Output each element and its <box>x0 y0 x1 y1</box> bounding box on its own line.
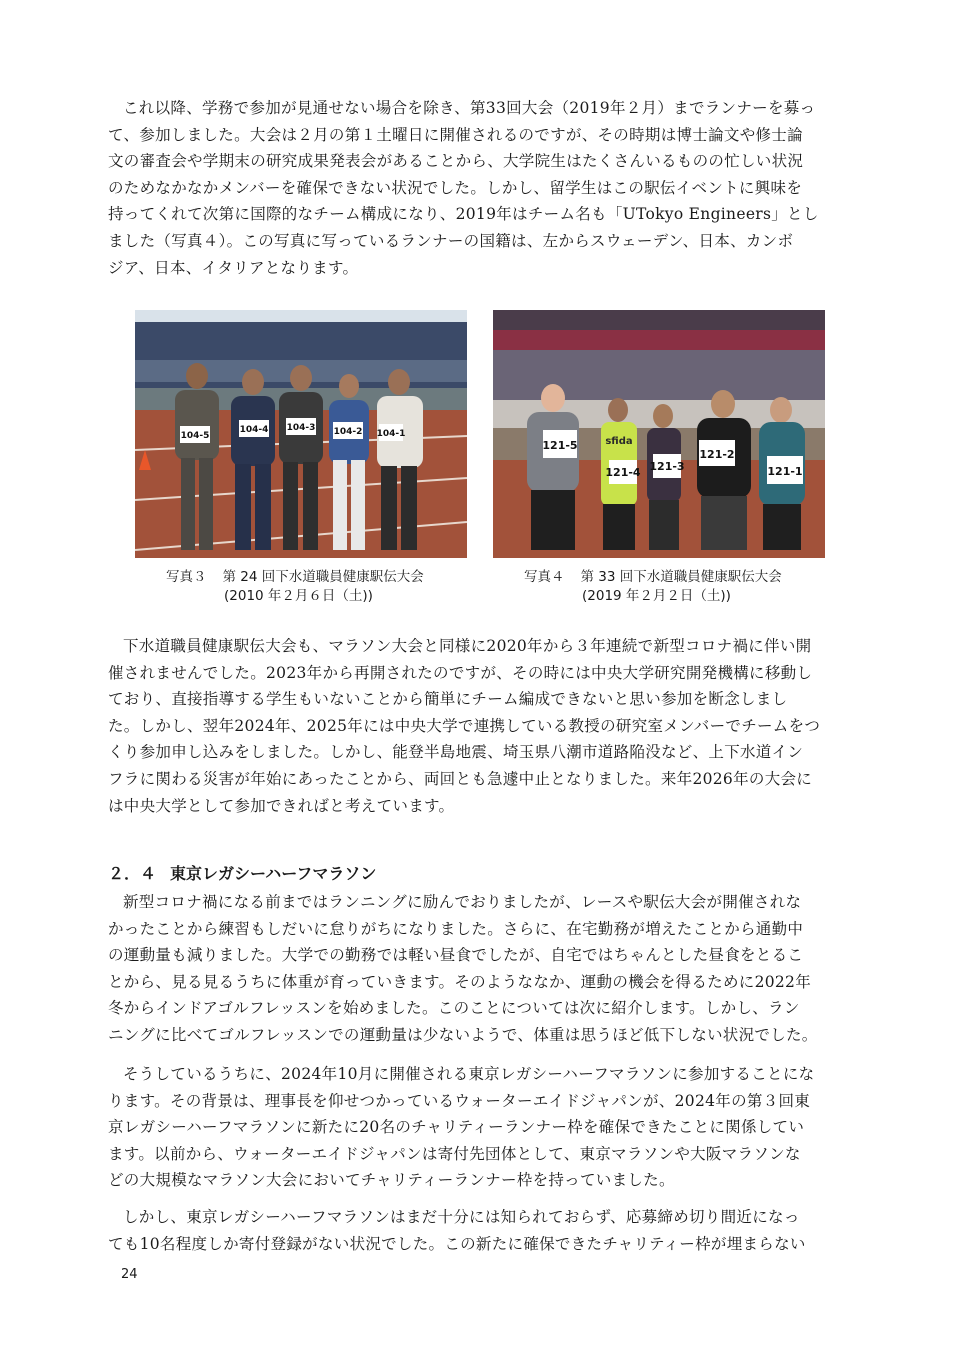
bib-number: 121-4 <box>605 466 641 479</box>
bib-number: 104-1 <box>376 429 406 439</box>
photo-team-2019 <box>493 310 825 558</box>
bib-number: 121-2 <box>699 448 735 461</box>
text-line: ました（写真４）。この写真に写っているランナーの国籍は、左からスウェーデン、日本、カンボ <box>108 231 794 250</box>
paragraph <box>108 633 853 819</box>
photo-caption <box>166 568 424 606</box>
text-line: 文の審査会や学期末の研究成果発表会があることから、大学院生はたくさんいるものの忙しい状況 <box>108 152 804 171</box>
caption-label: 写真３ <box>166 569 207 585</box>
text-line: は中央大学として参加できればと考えています。 <box>108 796 455 815</box>
bib-number: 104-4 <box>239 425 269 435</box>
section-number: ２．４ <box>108 864 157 883</box>
text-line: これ以降、学務で参加が見通せない場合を除き、第33回大会（2019年２月）までランナーを募っ <box>123 99 816 117</box>
text-line: て、参加しました。大会は２月の第１土曜日に開催されるのですが、その時期は博士論文や修士論 <box>108 125 803 144</box>
text-line: くり参加申し込みをしました。しかし、能登半島地震、埼玉県八潮市道路陥没など、上下水道イン <box>108 743 804 762</box>
text-line: 持ってくれて次第に国際的なチーム構成になり、2019年はチーム名も「UTokyo Engineers」とし <box>108 205 819 224</box>
caption-title: 第 24 回下水道職員健康駅伝大会 <box>222 569 424 585</box>
photo-team-2010 <box>135 310 467 558</box>
photo-caption <box>524 568 782 606</box>
text-line: ても10名程度しか寄付登録がない状況でした。この新たに確保できたチャリティー枠が埋まらない <box>108 1234 806 1253</box>
text-line: しかし、東京レガシーハーフマラソンはまだ十分には知られておらず、応募締め切り間近になっ <box>123 1208 800 1226</box>
text-line: 京レガシーハーフマラソンに新たに20名のチャリティーランナー枠を確保できたことに関係してい <box>108 1118 805 1137</box>
paragraph <box>108 1061 853 1194</box>
bib-number: 121-1 <box>767 465 803 478</box>
section-heading <box>108 861 376 884</box>
caption-date: (2010 年２月６日（土)) <box>224 588 373 604</box>
text-line: の運動量も減りました。大学での勤務では軽い昼食でしたが、自宅ではちゃんとした昼食をとるこ <box>108 946 804 965</box>
section-title: 東京レガシーハーフマラソン <box>170 864 377 883</box>
page-number: 24 <box>121 1267 138 1282</box>
caption-title: 第 33 回下水道職員健康駅伝大会 <box>580 569 782 585</box>
text-line: どの大規模なマラソン大会においてチャリティーランナー枠を持っていました。 <box>108 1171 675 1190</box>
text-line: 新型コロナ禍になる前まではランニングに励んでおりましたが、レースや駅伝大会が開催されな <box>123 893 802 911</box>
text-line: ります。その背景は、理事長を仰せつかっているウォーターエイドジャパンが、2024年の第３回東 <box>108 1091 811 1110</box>
bib-number: 121-5 <box>542 439 578 452</box>
shirt-logo: sfida <box>605 436 633 447</box>
text-line: そうしているうちに、2024年10月に開催される東京レガシーハーフマラソンに参加することにな <box>123 1065 815 1083</box>
text-line: た。しかし、翌年2024年、2025年には中央大学で連携している教授の研究室メンバーでチームをつ <box>108 716 821 735</box>
caption-date: (2019 年２月２日（土)) <box>582 588 731 604</box>
text-line: ます。以前から、ウォーターエイドジャパンは寄付先団体として、東京マラソンや大阪マラソンな <box>108 1144 801 1163</box>
bib-number: 104-2 <box>333 427 363 437</box>
text-line: 催されませんでした。2023年から再開されたのですが、その時には中央大学研究開発機構に移動し <box>108 663 813 682</box>
paragraph <box>108 1204 853 1257</box>
text-line: 冬からインドアゴルフレッスンを始めました。このことについては次に紹介します。しかし、ラン <box>108 999 800 1018</box>
text-line: かったことから練習もしだいに怠りがちになりました。さらに、在宅勤務が増えたことから通勤中 <box>108 919 804 938</box>
text-line: ており、直接指導する学生もいないことから簡単にチーム編成できないと思い参加を断念しまし <box>108 690 788 709</box>
text-line: のためなかなかメンバーを確保できない状況でした。しかし、留学生はこの駅伝イベントに興味を <box>108 178 803 197</box>
paragraph <box>108 889 853 1049</box>
text-line: ジア、日本、イタリアとなります。 <box>108 258 359 277</box>
text-line: ニングに比べてゴルフレッスンでの運動量は少ないようで、体重は思うほど低下しない状況でした。 <box>108 1025 818 1044</box>
bib-number: 104-3 <box>286 423 316 433</box>
paragraph <box>108 95 853 281</box>
bib-number: 104-5 <box>180 431 210 441</box>
bib-number: 121-3 <box>649 460 685 473</box>
caption-label: 写真４ <box>524 569 565 585</box>
text-line: 下水道職員健康駅伝大会も、マラソン大会と同様に2020年から３年連続で新型コロナ禍に伴い開 <box>123 637 812 655</box>
text-line: フラに関わる災害が年始にあったことから、両回とも急遽中止となりました。来年2026年の大会に <box>108 769 813 788</box>
text-line: とから、見る見るうちに体重が育っていきます。そのようななか、運動の機会を得るために2022年 <box>108 972 812 991</box>
